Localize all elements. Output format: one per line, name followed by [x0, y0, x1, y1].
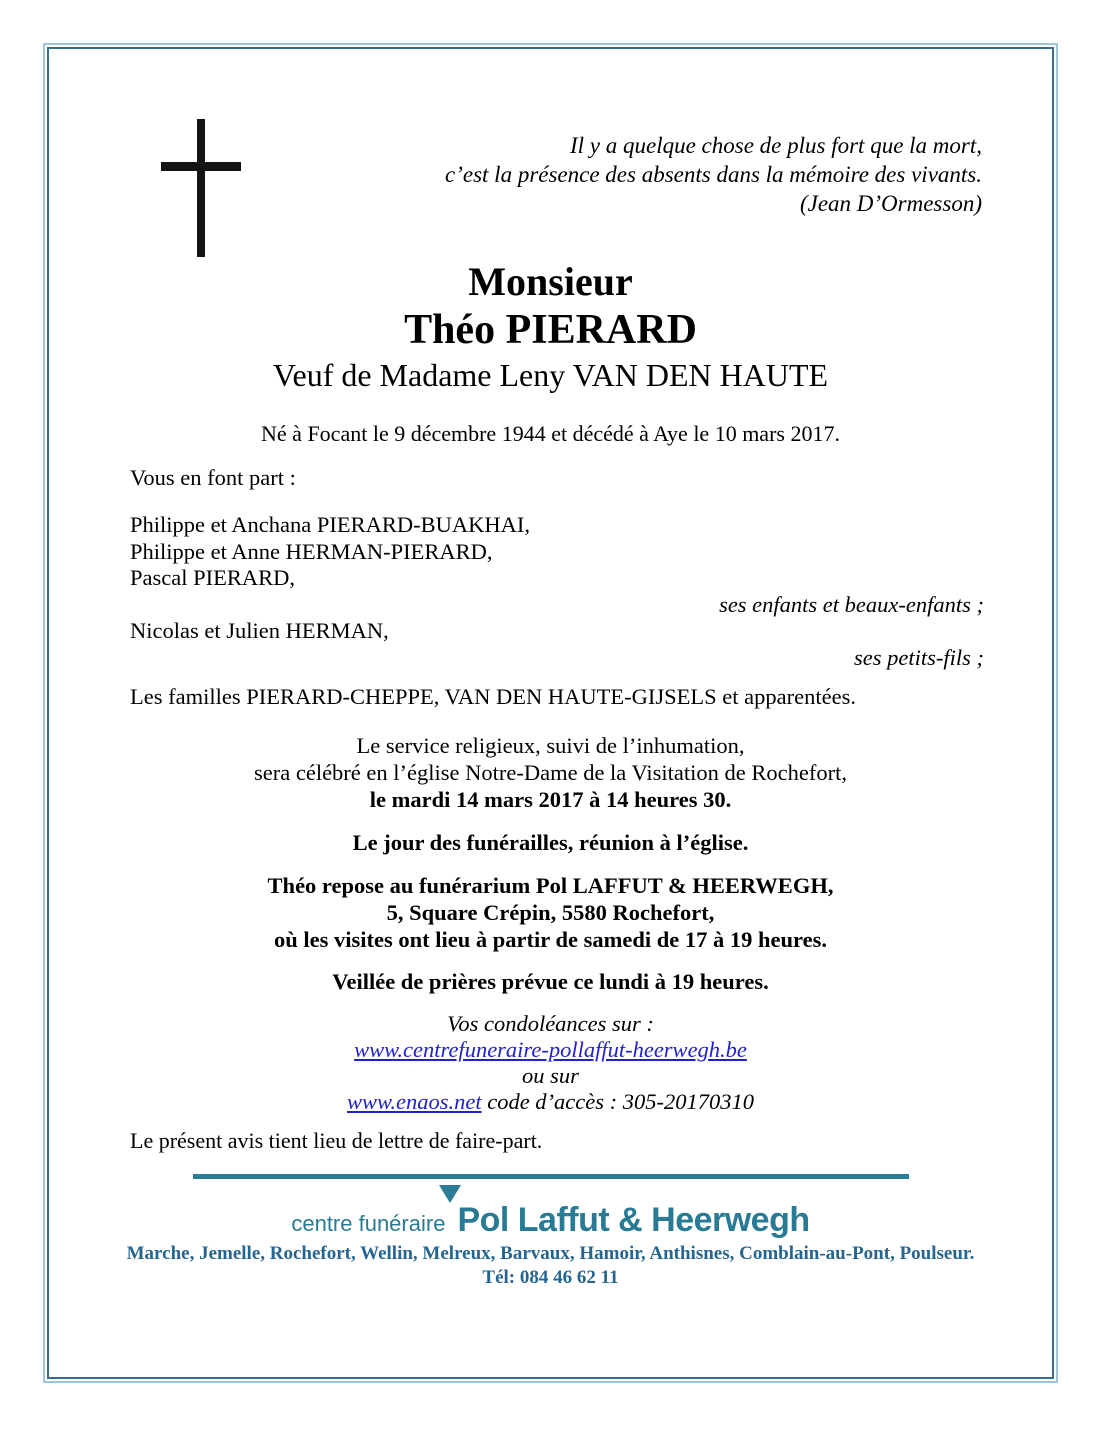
- condolences-block: [49, 1011, 1052, 1115]
- child-line: Philippe et Anchana PIERARD-BUAKHAI,: [130, 512, 530, 537]
- enaos-row: [49, 1089, 1052, 1115]
- widower-line: Veuf de Madame Leny VAN DEN HAUTE: [272, 357, 829, 393]
- footer-locations: Marche, Jemelle, Rochefort, Wellin, Melreux, Barvaux, Hamoir, Anthisnes, Comblain-au-Pont, Poulseur.: [126, 1243, 975, 1264]
- announcement-intro: Vous en font part :: [130, 465, 296, 490]
- birth-death-line: Né à Focant le 9 décembre 1944 et décédé à Aye le 10 mars 2017.: [261, 421, 840, 446]
- page-border-inner: [47, 47, 1054, 1379]
- cross-icon: [161, 119, 241, 257]
- brand-logo: [49, 1201, 1052, 1240]
- brand-prefix: centre funéraire: [291, 1211, 446, 1236]
- condolences-intro: Vos condoléances sur :: [447, 1011, 654, 1036]
- deceased-name: Théo PIERARD: [404, 307, 697, 353]
- grandchild-line: Nicolas et Julien HERMAN,: [130, 618, 389, 643]
- service-line-1: Le service religieux, suivi de l’inhumation,: [356, 733, 745, 758]
- service-line-2: sera célébré en l’église Notre-Dame de la Visitation de Rochefort,: [254, 760, 847, 785]
- condolences-or: ou sur: [522, 1063, 579, 1088]
- closing-line: Le présent avis tient lieu de lettre de faire-part.: [130, 1128, 543, 1153]
- footer-phone: Tél: 084 46 62 11: [482, 1267, 619, 1288]
- quote-line-2: c’est la présence des absents dans la mémoire des vivants.: [445, 162, 982, 187]
- child-line: Philippe et Anne HERMAN-PIERARD,: [130, 538, 493, 564]
- grandchildren-caption: ses petits-fils ;: [854, 644, 984, 670]
- footer-divider: [193, 1174, 909, 1179]
- repose-line-3: où les visites ont lieu à partir de samedi de 17 à 19 heures.: [274, 927, 827, 952]
- service-date-line: le mardi 14 mars 2017 à 14 heures 30.: [369, 787, 732, 812]
- header: [49, 49, 1052, 259]
- cross-icon-vertical: [197, 119, 205, 257]
- brand-triangle-icon: [439, 1185, 461, 1203]
- child-line: Pascal PIERARD,: [130, 565, 295, 590]
- page-border-outer: [43, 43, 1058, 1383]
- vigil-line: Veillée de prières prévue ce lundi à 19 heures.: [332, 969, 769, 994]
- children-caption: ses enfants et beaux-enfants ;: [719, 591, 984, 617]
- condolences-link-row: [49, 1037, 1052, 1063]
- brand-name: Pol Laffut & Heerwegh: [457, 1201, 810, 1239]
- footer: [49, 1174, 1052, 1289]
- salutation: Monsieur: [468, 259, 633, 304]
- service-block: [49, 732, 1052, 813]
- families-line: Les familles PIERARD-CHEPPE, VAN DEN HAUTE-GIJSELS et apparentées.: [130, 684, 856, 709]
- quote-line-1: Il y a quelque chose de plus fort que la mort,: [569, 133, 982, 158]
- access-code: code d’accès : 305-20170310: [487, 1089, 754, 1114]
- funeral-day-line: Le jour des funérailles, réunion à l’église.: [352, 830, 749, 855]
- cross-icon-horizontal: [161, 162, 241, 171]
- repose-line-1: Théo repose au funérarium Pol LAFFUT & HEERWEGH,: [267, 873, 834, 898]
- enaos-link[interactable]: www.enaos.net: [346, 1089, 482, 1114]
- repose-block: [49, 872, 1052, 953]
- quote-attribution: (Jean D’Ormesson): [799, 191, 982, 216]
- condolences-link[interactable]: www.centrefuneraire-pollaffut-heerwegh.be: [354, 1037, 747, 1062]
- repose-line-2: 5, Square Crépin, 5580 Rochefort,: [386, 900, 715, 925]
- relatives-list: [49, 512, 1052, 671]
